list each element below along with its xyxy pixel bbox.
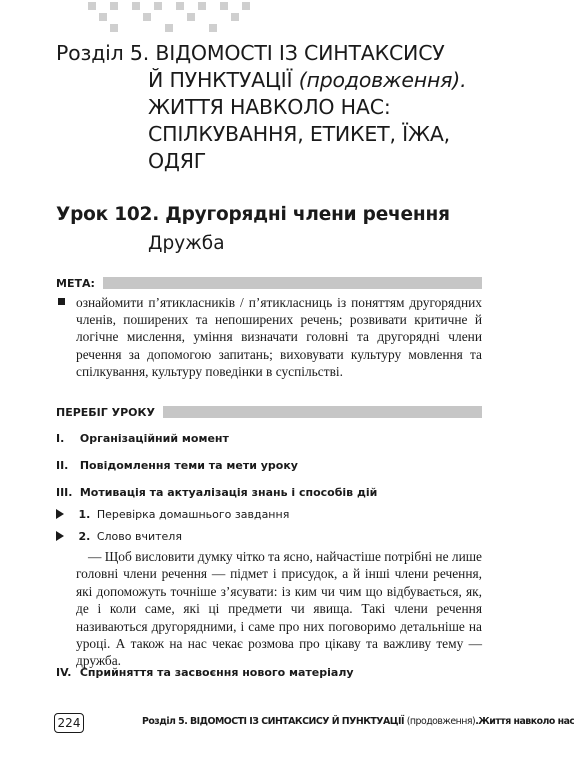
substep-number: 1. [78, 508, 91, 521]
page-footer [54, 711, 574, 735]
triangle-bullet-icon [56, 509, 64, 519]
triangle-bullet-icon [56, 531, 64, 541]
stage-item [56, 666, 354, 679]
stage-title: Повідомлення теми та мети уроку [79, 459, 298, 472]
section-title-line2: Й ПУНКТУАЦІЇ [148, 68, 293, 92]
stage-number: I. [56, 432, 65, 445]
stage-number: II. [56, 459, 69, 472]
goal-label: МЕТА: [56, 276, 95, 290]
stage-title: Сприйняття та засвоєння нового матеріалу [79, 666, 354, 679]
substep-title: Слово вчителя [96, 530, 182, 543]
lesson-subtitle: Дружба [148, 233, 225, 254]
footer-section: Розділ 5. ВІДОМОСТІ ІЗ СИНТАКСИСУ Й ПУНКТУАЦІЇ [142, 716, 404, 727]
lesson-flow-bar [163, 406, 482, 418]
stage-number: III. [56, 486, 73, 499]
section-number: Розділ 5. [56, 41, 150, 65]
section-title-main: ВІДОМОСТІ ІЗ СИНТАКСИСУ [155, 41, 445, 65]
footer-continued: (продовження) [406, 716, 476, 727]
decorative-pattern [88, 0, 263, 42]
footer-section-end: .Життя навколо нас [475, 716, 574, 727]
substep-number: 2. [78, 530, 91, 543]
lesson-title: Урок 102. Другорядні члени речення [56, 204, 450, 225]
page-number: 224 [54, 713, 84, 733]
goal-item [56, 294, 482, 380]
section-continued: (продовження). [298, 68, 467, 92]
stage-title: Організаційний момент [79, 432, 229, 445]
running-footer [142, 716, 574, 727]
goal-text: ознайомити п’ятикласників / п’ятикласниць із поняттям другорядних членів, поширених та непоширених речень; розвивати критичне й логічне мислення, уміння визначати головні та другорядні члени речення за допомогою запитань; виховувати культуру мовлення та спілкування, культуру поведінки в суспільстві. [76, 295, 482, 379]
lesson-flow-header [56, 405, 482, 419]
square-bullet-icon [58, 298, 65, 305]
stage-item [56, 432, 229, 445]
goal-header [56, 276, 482, 290]
stage-item [56, 486, 377, 499]
lesson-flow-label: ПЕРЕБІГ УРОКУ [56, 405, 155, 419]
stage-number: IV. [56, 666, 72, 679]
substep-item [56, 530, 182, 543]
section-subtitle-line3: ОДЯГ [148, 149, 207, 173]
section-title [56, 40, 516, 175]
teacher-speech: — Щоб висловити думку чітко та ясно, найчастіше потрібні не лише головні члени речення — підмет і присудок, а й інші члени речення, які допоможуть точніше з’ясувати: із ким чи чим що відбувається, як, де і коли саме, які ці предмети чи явища. Такі члени речення називаються другорядними, і саме про них поговоримо детальніше на уроці. А також на нас чекає розмова про цікаву та важливу тему — дружба. [76, 549, 482, 669]
stage-item [56, 459, 298, 472]
section-subtitle-line1: ЖИТТЯ НАВКОЛО НАС: [148, 95, 391, 119]
substep-title: Перевірка домашнього завдання [96, 508, 290, 521]
stage-title: Мотивація та актуалізація знань і способів дій [79, 486, 378, 499]
goal-bar [103, 277, 482, 289]
substep-item [56, 508, 289, 521]
section-subtitle-line2: СПІЛКУВАННЯ, ЕТИКЕТ, ЇЖА, [148, 122, 450, 146]
